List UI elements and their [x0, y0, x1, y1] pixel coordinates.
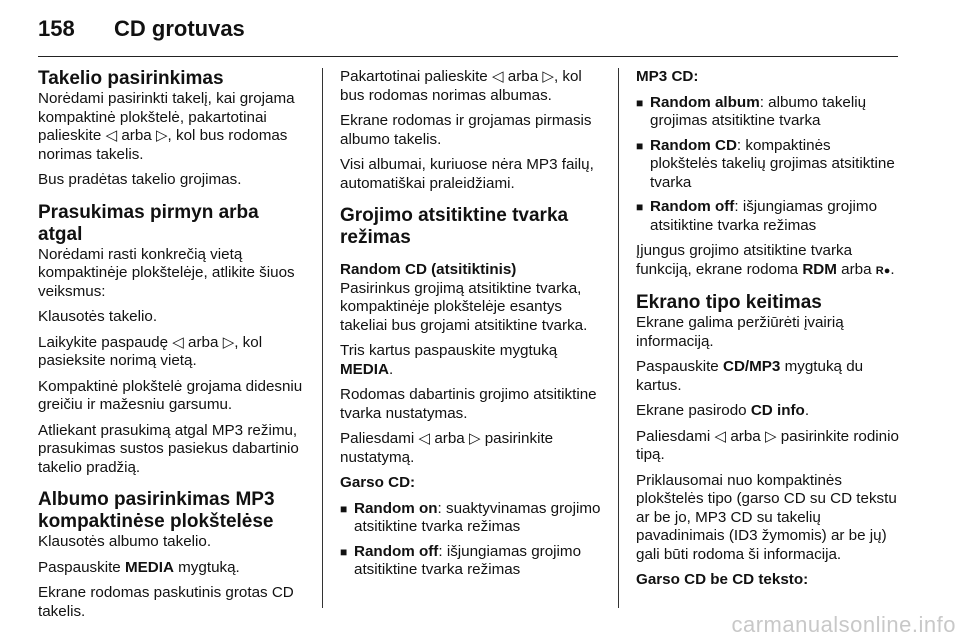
- left-arrow-icon: ◁: [714, 427, 727, 445]
- subheading: Random CD (atsitiktinis): [340, 261, 517, 278]
- rdm-indicator: RDM: [802, 260, 837, 278]
- section-heading: Ekrano tipo keitimas: [636, 292, 822, 313]
- paragraph: Pakartotinai palieskite ◁ arba ▷, kol bus rodomas norimas albumas.: [340, 68, 582, 104]
- right-arrow-icon: ▷: [542, 68, 554, 85]
- paragraph: Ekrane pasirodo CD info.: [636, 402, 810, 419]
- page-number: 158: [38, 16, 75, 41]
- paragraph: Įjungus grojimo atsitiktine tvarka funkciją, ekrane rodoma RDM arba R●.: [636, 242, 895, 278]
- button-name: MEDIA: [124, 558, 174, 576]
- paragraph: Ekrane rodomas ir grojamas pirmasis albumo takelis.: [340, 112, 592, 148]
- list-item: ■ Random on: suaktyvinamas grojimo atsitiktine tvarka režimas: [340, 500, 608, 537]
- column-divider: [618, 68, 619, 608]
- page-header: [38, 16, 245, 42]
- random-icon: R●: [875, 264, 891, 277]
- paragraph: Paspauskite MEDIA mygtuką.: [38, 558, 240, 576]
- button-name: CD/MP3: [722, 358, 781, 375]
- option-list: [636, 94, 902, 236]
- paragraph: Laikykite paspaudę ◁ arba ▷, kol pasieksite norimą vietą.: [38, 333, 263, 369]
- button-name: MEDIA: [340, 360, 389, 378]
- left-arrow-icon: ◁: [105, 127, 118, 144]
- paragraph: Paspauskite CD/MP3 mygtuką du kartus.: [636, 358, 864, 394]
- list-item: ■ Random CD: kompaktinės plokštelės takelių grojimas atsitiktine tvarka: [636, 137, 902, 193]
- paragraph: Tris kartus paspauskite mygtuką MEDIA.: [340, 342, 558, 378]
- subheading: Garso CD:: [340, 474, 416, 491]
- column-2: [340, 68, 608, 587]
- paragraph: Atliekant prasukimą atgal MP3 režimu, prasukimas sustos pasiekus dabartinio takelio pradžią.: [38, 421, 299, 476]
- paragraph: Pasirinkus grojimą atsitiktine tvarka, kompaktinėje plokštelėje esantys takeliai bus grojami atsitiktine tvarka.: [340, 279, 588, 334]
- right-arrow-icon: ▷: [468, 430, 481, 447]
- column-1: [38, 68, 306, 628]
- list-item: ■ Random off: išjungiamas grojimo atsitiktine tvarka režimas: [636, 198, 902, 235]
- paragraph: Paliesdami ◁ arba ▷ pasirinkite rodinio tipą.: [636, 427, 899, 463]
- list-item: ■ Random off: išjungiamas grojimo atsitiktine tvarka režimas: [340, 543, 608, 580]
- paragraph: Norėdami rasti konkrečią vietą kompaktinėje plokštelėje, atlikite šiuos veiksmus:: [38, 245, 295, 300]
- watermark: carmanualsonline.info: [731, 612, 956, 637]
- right-arrow-icon: ▷: [764, 427, 777, 445]
- left-arrow-icon: ◁: [491, 68, 504, 85]
- paragraph: Rodomas dabartinis grojimo atsitiktine tvarka nustatymas.: [340, 386, 597, 422]
- subheading: Garso CD be CD teksto:: [636, 571, 809, 588]
- paragraph: Bus pradėtas takelio grojimas.: [38, 171, 242, 188]
- page-title: CD grotuvas: [114, 16, 245, 41]
- right-arrow-icon: ▷: [222, 333, 235, 351]
- column-3: [636, 68, 902, 597]
- section-heading: Takelio pasirinkimas: [38, 68, 224, 89]
- paragraph: Paliesdami ◁ arba ▷ pasirinkite nustatymą.: [340, 430, 554, 466]
- paragraph: Klausotės albumo takelio.: [38, 533, 212, 550]
- section-heading: Albumo pasirinkimas MP3 kompaktinėse plokštelėse: [38, 489, 275, 532]
- menu-name: CD info: [750, 402, 805, 419]
- section-heading: Prasukimas pirmyn arba atgal: [38, 201, 259, 245]
- paragraph: Kompaktinė plokštelė grojama didesniu greičiu ir mažesniu garsumu.: [38, 377, 303, 413]
- section-heading: Grojimo atsitiktine tvarka režimas: [340, 205, 569, 248]
- paragraph: Klausotės takelio.: [38, 308, 158, 325]
- column-divider: [322, 68, 323, 608]
- list-item: ■ Random album: albumo takelių grojimas atsitiktine tvarka: [636, 94, 902, 131]
- paragraph: Visi albumai, kuriuose nėra MP3 failų, automatiškai praleidžiami.: [340, 156, 594, 192]
- right-arrow-icon: ▷: [155, 127, 168, 144]
- paragraph: Norėdami pasirinkti takelį, kai grojama kompaktinė plokštelė, pakartotinai palieskite ◁ arba ▷, kol bus rodomas norimas takelis.: [38, 90, 295, 163]
- paragraph: Priklausomai nuo kompaktinės plokštelės tipo (garso CD su CD tekstu ar be jo, MP3 CD su takelių pavadinimais (ID3 žymomis) ar be jų) gali būti rodoma ši informacija.: [636, 471, 897, 563]
- option-list: [340, 500, 608, 580]
- paragraph: Ekrane galima peržiūrėti įvairią informaciją.: [636, 314, 844, 350]
- paragraph: Ekrane rodomas paskutinis grotas CD takelis.: [38, 584, 294, 620]
- subheading: MP3 CD:: [636, 68, 699, 85]
- header-rule: [38, 56, 898, 57]
- left-arrow-icon: ◁: [172, 333, 184, 351]
- left-arrow-icon: ◁: [418, 430, 431, 447]
